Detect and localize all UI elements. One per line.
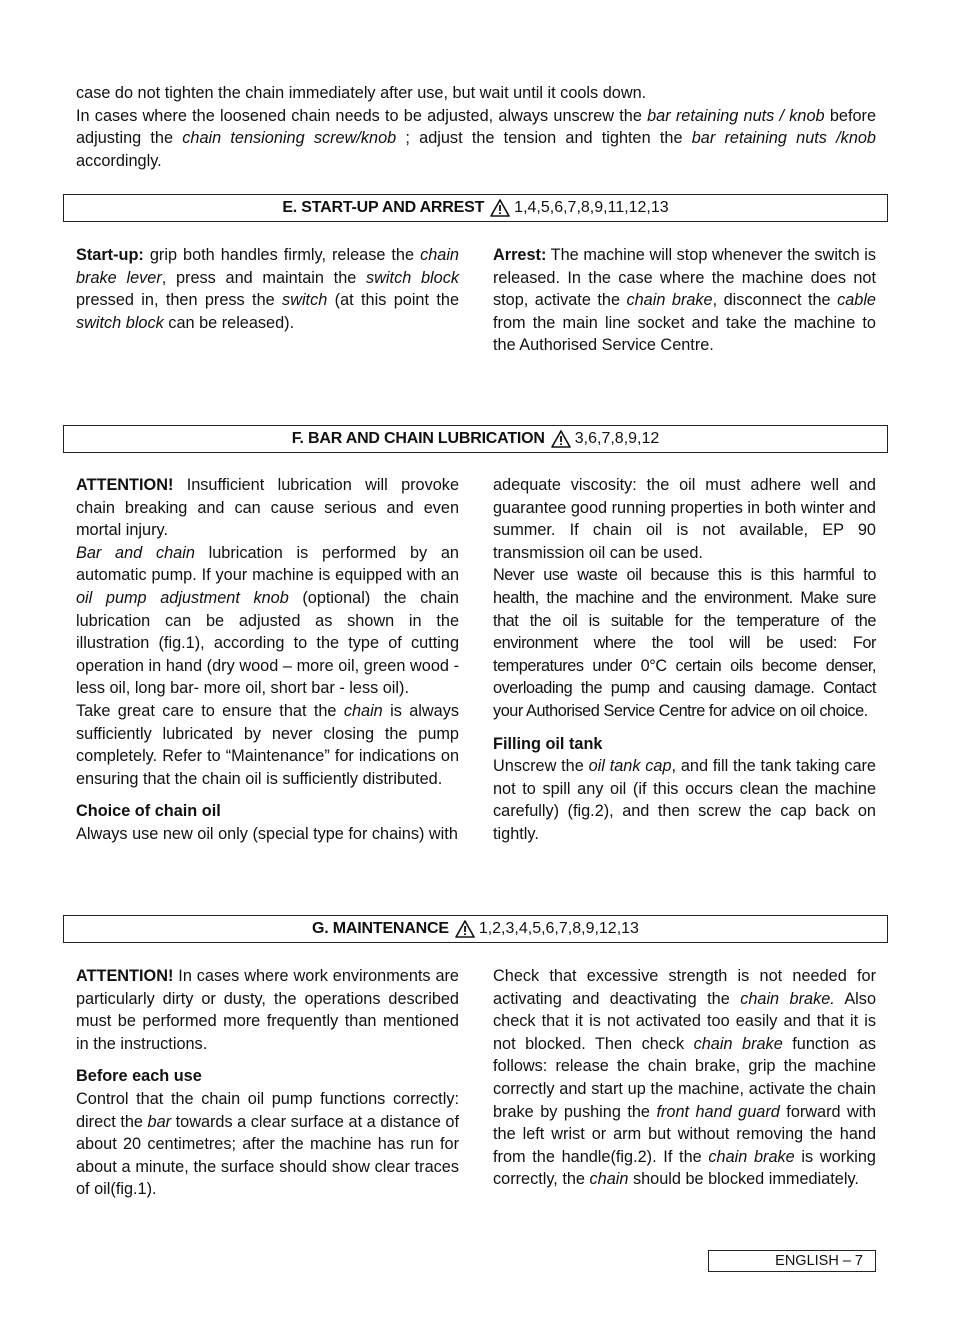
text-run: Take great care to ensure that the bbox=[76, 701, 344, 720]
attention-paragraph bbox=[76, 474, 459, 542]
before-use-heading: Before each use bbox=[76, 1067, 202, 1086]
term: chain tensioning screw/knob bbox=[182, 129, 397, 148]
warning-triangle-icon bbox=[551, 430, 571, 448]
term: chain brake bbox=[693, 1034, 783, 1053]
section-e-header bbox=[63, 194, 888, 222]
term: chain brake bbox=[626, 291, 713, 310]
term: chain brake. bbox=[740, 989, 835, 1008]
section-refs: 3,6,7,8,9,12 bbox=[574, 429, 660, 447]
text-run: Control that the chain oil pump functions correctly: direct the bbox=[76, 1089, 459, 1131]
text-run: , disconnect the bbox=[712, 291, 838, 310]
term: chain bbox=[343, 701, 383, 720]
text-run: pressed in, then press the bbox=[76, 291, 283, 310]
text-run: In cases where the loosened chain needs to be adjusted, always unscrew the bbox=[76, 106, 648, 125]
text-run: grip both handles firmly, release the bbox=[143, 246, 421, 264]
attention-paragraph bbox=[76, 965, 459, 1055]
section-title: G. MAINTENANCE bbox=[312, 919, 449, 937]
text-run: The machine will stop whenever the switch is released. In the case where the machine does not stop, activate the bbox=[493, 246, 876, 310]
text-run: from the main line socket and take the machine to the Authorised Service Centre. bbox=[493, 313, 876, 355]
section-f-header bbox=[63, 425, 888, 453]
term: chain bbox=[589, 1170, 629, 1189]
text-run: can be released). bbox=[163, 313, 295, 332]
arrest-label: Arrest: bbox=[493, 246, 547, 264]
term: oil pump adjustment knob bbox=[76, 588, 289, 607]
term: switch block bbox=[366, 268, 459, 287]
text-run: before adjusting the bbox=[76, 106, 876, 148]
maintenance-left-column bbox=[76, 965, 459, 1201]
chain-brake-paragraph bbox=[493, 965, 876, 1191]
attention-label: ATTENTION! bbox=[76, 967, 174, 985]
term: bar retaining nuts /knob bbox=[691, 129, 876, 148]
text-run: ; adjust the tension and tighten the bbox=[396, 129, 692, 148]
section-title: F. BAR AND CHAIN LUBRICATION bbox=[291, 429, 545, 447]
startup-label: Start-up: bbox=[76, 246, 144, 264]
text-run: function as follows: release the chain brake, grip the machine correctly and start up the machine, activate the chain brake by pushing the bbox=[493, 1034, 876, 1121]
arrest-column bbox=[493, 244, 876, 357]
intro-text bbox=[76, 82, 876, 172]
arrest-paragraph bbox=[493, 244, 876, 357]
page-footer bbox=[708, 1250, 876, 1272]
lubrication-paragraph bbox=[76, 542, 459, 700]
text-run: lubrication is performed by an automatic pump. If your machine is equipped with an bbox=[76, 543, 459, 585]
text-run: In cases where work environments are particularly dirty or dusty, the operations described must be performed more frequently than mentioned in the instructions. bbox=[76, 967, 459, 1053]
startup-column bbox=[76, 244, 459, 334]
viscosity-paragraph: adequate viscosity: the oil must adhere well and guarantee good running properties in both winter and summer. If chain oil is not available, EP 90 transmission oil can be used. bbox=[493, 476, 876, 562]
text-run: (at this point the bbox=[327, 291, 459, 310]
term: cable bbox=[837, 291, 876, 310]
term: bar bbox=[147, 1112, 172, 1131]
filling-heading: Filling oil tank bbox=[493, 734, 603, 753]
lubrication-left-column bbox=[76, 474, 459, 846]
intro-line: case do not tighten the chain immediately after use, but wait until it cools down. bbox=[76, 84, 647, 102]
intro-paragraph bbox=[76, 105, 876, 173]
text-run: (optional) the chain lubrication can be adjusted as shown in the illustration (fig.1), according to the type of cutting operation in hand (dry wood – more oil, green wood - less oil, long bar- more oil, short bar - less oil). bbox=[76, 588, 459, 698]
before-use-paragraph bbox=[76, 1088, 459, 1201]
section-refs: 1,4,5,6,7,8,9,11,12,13 bbox=[514, 198, 669, 216]
term: chain brake lever bbox=[76, 246, 459, 287]
maintenance-right-column bbox=[493, 965, 876, 1191]
text-run: is always sufficiently lubricated by never closing the pump completely. Refer to “Maintenance” for indications on ensuring that the chain oil is sufficiently distributed. bbox=[76, 701, 459, 788]
text-run: Unscrew the bbox=[493, 757, 589, 776]
text-run: Check that excessive strength is not needed for activating and deactivating the bbox=[493, 967, 876, 1008]
filling-paragraph bbox=[493, 755, 876, 845]
term: oil tank cap bbox=[588, 757, 672, 776]
warning-triangle-icon bbox=[455, 920, 475, 938]
care-paragraph bbox=[76, 700, 459, 790]
text-run: forward with the left wrist or arm but without removing the hand from the handle(fig.2). If the bbox=[493, 1102, 876, 1166]
page-number-label: ENGLISH – 7 bbox=[775, 1253, 863, 1269]
term: switch block bbox=[76, 313, 164, 332]
text-run: Insufficient lubrication will provoke chain breaking and can cause serious and even mortal injury. bbox=[76, 476, 459, 540]
waste-oil-paragraph: Never use waste oil because this is this harmful to health, the machine and the environment. Make sure that the oil is suitable for the temperature of the environment where the tool will be used: For temperatures under 0°C certain oils become denser, overloading the pump and causing damage. Contact your Authorised Service Centre for advice on oil choice. bbox=[493, 566, 876, 720]
term: switch bbox=[282, 291, 328, 310]
attention-label: ATTENTION! bbox=[76, 476, 174, 494]
lubrication-right-column bbox=[493, 474, 876, 846]
choice-oil-heading: Choice of chain oil bbox=[76, 802, 221, 821]
text-run: accordingly. bbox=[76, 151, 162, 170]
term: bar retaining nuts / knob bbox=[647, 106, 825, 125]
term: chain brake bbox=[708, 1147, 795, 1166]
text-run: towards a clear surface at a distance of about 20 centimetres; after the machine has run for about a minute, the surface should show clear traces of oil(fig.1). bbox=[76, 1112, 459, 1199]
text-run: should be blocked immediately. bbox=[628, 1170, 859, 1189]
text-run: , press and maintain the bbox=[161, 268, 367, 287]
term: Bar and chain bbox=[76, 543, 195, 562]
section-refs: 1,2,3,4,5,6,7,8,9,12,13 bbox=[478, 919, 639, 937]
section-title: E. START-UP AND ARREST bbox=[282, 198, 485, 216]
warning-triangle-icon bbox=[490, 199, 510, 217]
term: front hand guard bbox=[656, 1102, 780, 1121]
text-run: Also check that it is not activated too easily and that it is not blocked. Then check bbox=[493, 989, 876, 1053]
section-g-header bbox=[63, 915, 888, 943]
text-run: , and fill the tank taking care not to spill any oil (if this occurs clean the machine carefully) (fig.2), and then screw the cap back on tightly. bbox=[493, 757, 876, 843]
startup-paragraph bbox=[76, 244, 459, 334]
text-run: is working correctly, the bbox=[493, 1147, 876, 1189]
choice-oil-text: Always use new oil only (special type for chains) with bbox=[76, 824, 458, 843]
